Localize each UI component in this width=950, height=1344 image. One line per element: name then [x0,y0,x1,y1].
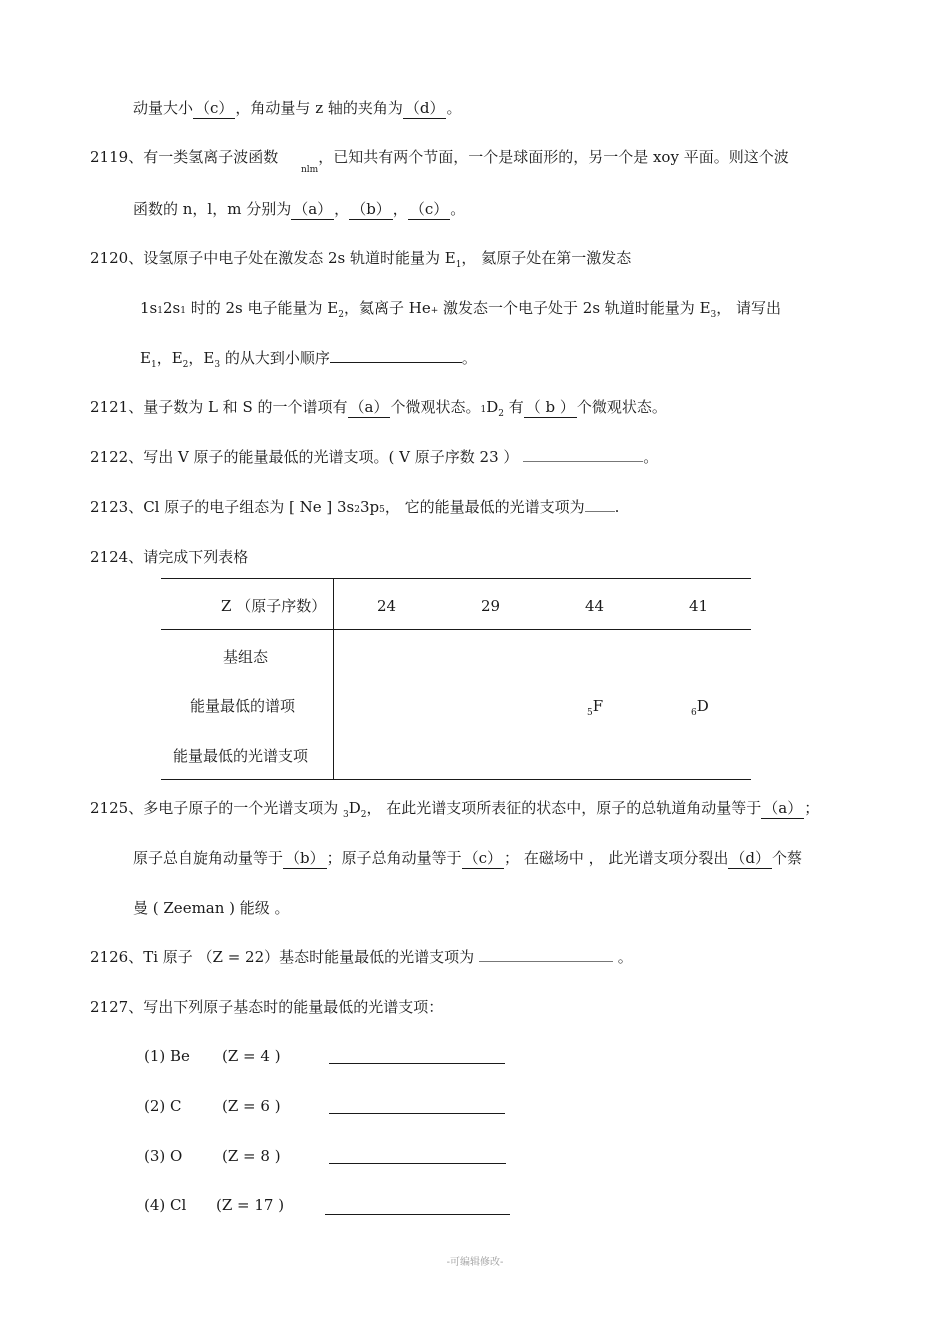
blank-a: （a） [763,799,803,817]
text: 时的 2s 电子能量为 E [185,299,339,317]
q2120-line2 [140,298,781,321]
text: 、有一类氢离子波函数 [128,148,279,166]
text: ， 它的能量最低的光谱支项为 [384,498,585,516]
superscript: 1 [180,306,186,316]
blank-c: （c） [409,200,449,218]
q2119-line1 [90,147,789,175]
text: 个微观状态。 [390,398,481,416]
term-subscript: 2 [360,810,367,820]
subscript: 2 [338,310,344,320]
blank-c: （c） [195,99,234,117]
blank-d: （d） [404,99,445,117]
text: ； 在磁场中 ， 此光谱支项分裂出 [504,849,729,867]
q2119-line2 [133,199,465,220]
subscript: 1 [150,360,157,370]
superscript: 5 [379,505,385,515]
text: ，角动量与 z 轴的夹角为 [235,99,403,117]
term-letter: F [592,697,604,715]
blank-b: （ b ） [525,398,575,416]
superscript: + [430,306,439,316]
q2122 [90,447,658,467]
q2125-line3 [133,898,290,918]
item-index: (3) O [144,1147,183,1165]
question-number: 2124 [90,548,129,566]
blank-a: （a） [293,200,333,218]
subscript: 1 [455,260,462,270]
item-index: (1) Be [144,1047,190,1065]
answer-blank [523,447,643,462]
text: ，氦离子 He [343,299,431,317]
q2120-line3 [140,347,477,371]
text: ；原子总角动量等于 [326,849,462,867]
blank-d: （d） [730,849,770,867]
q2124 [90,547,248,567]
text: 3p [360,498,380,516]
question-number: 2123 [90,498,129,516]
item-index: (2) C [144,1097,182,1115]
list-item [144,1096,182,1116]
term: D [486,398,499,416]
text: 个蔡 [771,849,802,867]
text: ，E [188,349,215,367]
text: 2s [162,299,181,317]
blank-b: （b） [285,849,325,867]
answer-blank [325,1214,510,1215]
text: E [140,349,151,367]
list-item-z: (Z = 8 ) [222,1147,281,1165]
list-item [144,1146,182,1166]
text: ， 在此光谱支项所表征的状态中，原子的总轨道角动量等于 [366,799,762,817]
text: 、多电子原子的一个光谱支项为 [128,799,343,817]
q2120-line1 [90,248,631,271]
table-header-label: Z （原子序数） [221,597,327,615]
text: 、设氢原子中电子处在激发态 2s 轨道时能量为 E [128,249,456,267]
table-z-value: 44 [585,597,605,615]
text: 。 [643,448,659,466]
table-z-value: 24 [377,597,397,615]
text: ， 请写出 [716,299,782,317]
q2121 [90,397,667,420]
text: 函数的 n，l，m 分别为 [133,200,292,218]
term-multiplicity: 5 [587,708,593,718]
sep: ， [392,200,408,218]
table-row-label: 能量最低的光谱支项 [173,747,309,765]
text: 、Ti 原子 （Z = 22）基态时能量最低的光谱支项为 [128,948,475,966]
text: 、Cl 原子的电子组态为 [ Ne ] 3s [128,498,355,516]
q2125-line1 [90,798,819,821]
question-number: 2127 [90,998,129,1016]
q2125-line2 [133,848,802,869]
answer-blank [585,497,615,512]
text: 有 [503,398,524,416]
question-number: 2122 [90,448,129,466]
text: 、写出 V 原子的能量最低的光谱支项。( V 原子序数 23 ） [128,448,519,466]
text: ， 氦原子处在第一激发态 [461,249,632,267]
text: 动量大小 [133,99,194,117]
term-41 [691,696,709,719]
q2123 [90,497,619,520]
text: 的从大到小顺序 [220,349,330,367]
table-column-divider [333,578,334,780]
text: ，E [156,349,183,367]
text: 。 [461,349,477,367]
subscript: 3 [214,360,221,370]
blank-c: （c） [463,849,503,867]
term-subscript: 2 [498,409,504,419]
question-number: 2125 [90,799,129,817]
blank-a: （a） [349,398,389,416]
term-superscript: 1 [480,405,487,415]
text: ，已知共有两个节面，一个是球面形的，另一个是 xoy 平面。则这个波 [318,148,789,166]
table-row-label: 能量最低的谱项 [190,697,296,715]
table-top-rule [161,578,751,579]
term-superscript: 3 [342,810,349,820]
page-footer: -可编辑修改- [446,1257,504,1268]
term-44 [587,696,603,719]
text: 曼 ( Zeeman ) 能级 。 [133,899,290,917]
text: . [614,498,620,516]
answer-blank [329,1063,505,1064]
text: 、写出下列原子基态时的能量最低的光谱支项： [128,998,444,1016]
table-z-value: 29 [481,597,501,615]
text: 。 [617,948,633,966]
term-table [161,578,751,780]
superscript: 1 [157,306,163,316]
subscript: 3 [710,310,717,320]
question-number: 2121 [90,398,129,416]
q2118-continuation [133,98,462,119]
q2126 [90,947,633,967]
list-item [144,1046,190,1066]
text: 。 [450,200,466,218]
answer-blank [329,1163,506,1164]
question-number: 2119 [90,148,129,166]
table-z-value: 41 [689,597,709,615]
item-index: (4) Cl [144,1196,187,1214]
list-item-z: (Z = 17 ) [216,1196,285,1214]
blank-b: （b） [351,200,391,218]
text: 。 [446,99,462,117]
psi-subscript: nlm [300,165,319,175]
text: 激发态一个电子处于 2s 轨道时能量为 E [438,299,711,317]
text: 个微观状态。 [576,398,667,416]
text: ； [804,799,820,817]
term: D [348,799,361,817]
table-header-rule [161,629,751,630]
table-row-label: 基组态 [223,648,269,666]
superscript: 2 [354,505,360,515]
table-bottom-rule [161,779,751,780]
sep: ， [334,200,350,218]
term-multiplicity: 6 [691,708,697,718]
text: 、量子数为 L 和 S 的一个谱项有 [128,398,348,416]
term-letter: D [696,697,709,715]
question-number: 2126 [90,948,129,966]
list-item-z: (Z = 4 ) [222,1047,281,1065]
q2127 [90,997,443,1017]
question-number: 2120 [90,249,129,267]
list-item [144,1195,186,1215]
answer-blank [479,947,613,962]
list-item-z: (Z = 6 ) [222,1097,281,1115]
text: 、请完成下列表格 [128,548,249,566]
text: 1s [140,299,158,317]
answer-blank [329,1113,505,1114]
answer-blank [330,347,462,363]
text: 原子总自旋角动量等于 [133,849,284,867]
subscript: 2 [182,360,189,370]
